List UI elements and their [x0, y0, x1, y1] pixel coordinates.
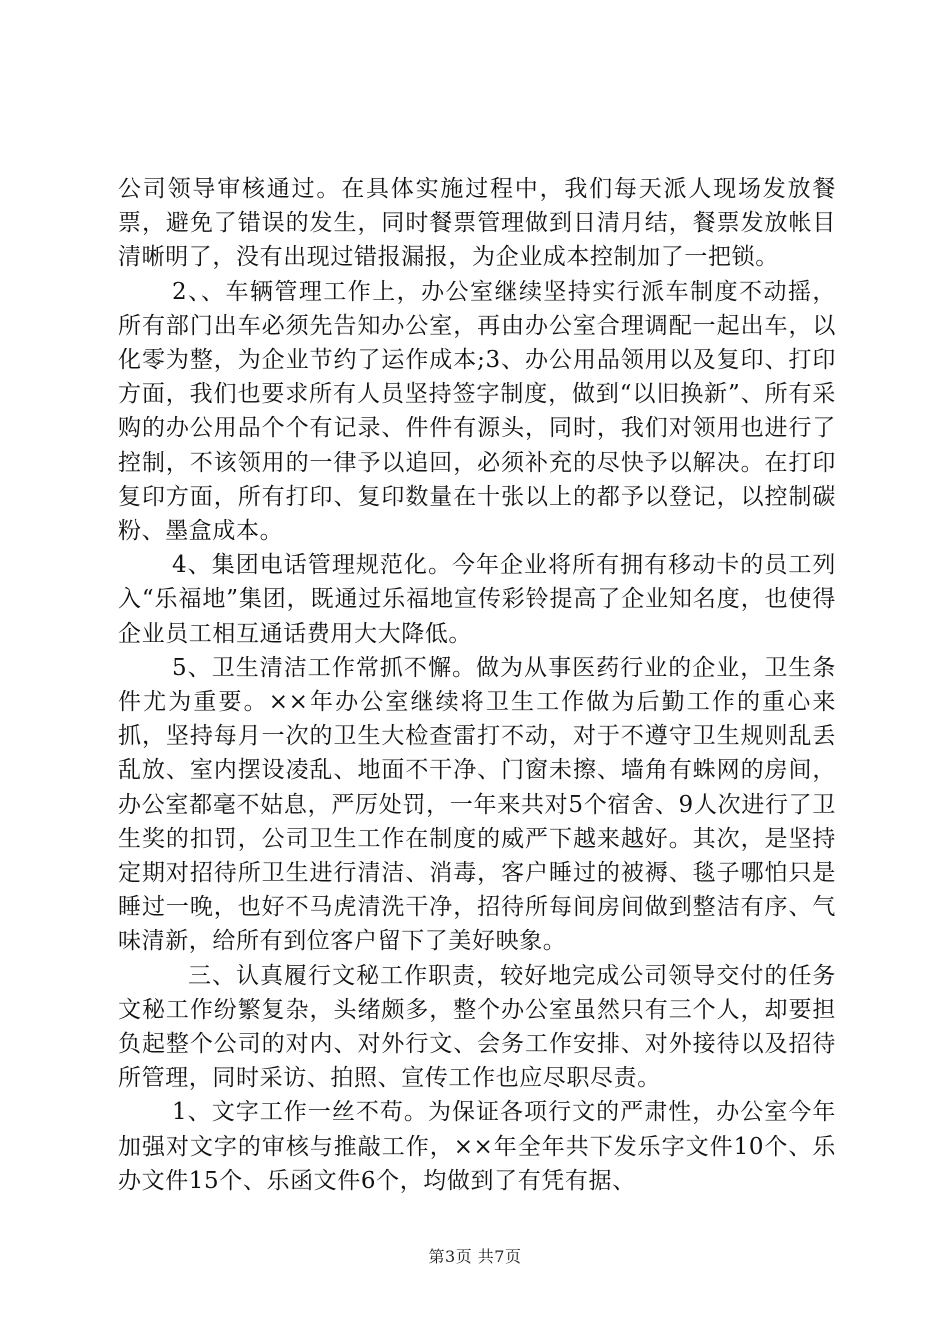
paragraph-meal-tickets: 公司领导审核通过。在具体实施过程中，我们每天派人现场发放餐票，避免了错误的发生，同时餐票管理做到日清月结，餐票发放帐目清晰明了，没有出现过错报漏报，为企业成本控制加了一把锁。 — [118, 176, 836, 271]
paragraph-vehicle-management: 2、、车辆管理工作上，办公室继续坚持实行派车制度不动摇，所有部门出车必须先告知办公室，再由办公室合理调配一起出车，以化零为整，为企业节约了运作成本;3、办公用品领用以及复印、打印方面，我们也要求所有人员坚持签字制度，做到“以旧换新”、所有采购的办公用品个个有记录、件件有源头，同时，我们对领用也进行了控制，不该领用的一律予以追回，必须补充的尽快予以解决。在打印复印方面，所有打印、复印数量在十张以上的都予以登记，以控制碳粉、墨盒成本。 — [118, 278, 836, 545]
paragraph-secretarial-duties: 三、认真履行文秘工作职责，较好地完成公司领导交付的任务文秘工作纷繁复杂，头绪颇多，整个办公室虽然只有三个人，却要担负起整个公司的对内、对外行文、会务工作安排、对外接待以及招待所管理，同时采访、拍照、宣传工作也应尽职尽责。 — [118, 962, 836, 1092]
paragraph-group-phone: 4、集团电话管理规范化。今年企业将所有拥有移动卡的员工列入“乐福地”集团，既通过乐福地宣传彩铃提高了企业知名度，也使得企业员工相互通话费用大大降低。 — [118, 552, 836, 647]
document-body — [118, 172, 836, 1198]
paragraph-document-work: 1、文字工作一丝不苟。为保证各项行文的严肃性，办公室今年加强对文字的审核与推敲工作，××年全年共下发乐字文件10个、乐办文件15个、乐函文件6个，均做到了有凭有据、 — [118, 1099, 836, 1194]
paragraph-sanitation: 5、卫生清洁工作常抓不懈。做为从事医药行业的企业，卫生条件尤为重要。××年办公室继续将卫生工作做为后勤工作的重心来抓，坚持每月一次的卫生大检查雷打不动，对于不遵守卫生规则乱丢乱放、室内摆设凌乱、地面不干净、门窗未擦、墙角有蛛网的房间，办公室都毫不姑息，严厉处罚，一年来共对5个宿舍、9人次进行了卫生奖的扣罚，公司卫生工作在制度的威严下越来越好。其次，是坚持定期对招待所卫生进行清洁、消毒，客户睡过的被褥、毯子哪怕只是睡过一晚，也好不马虎清洗干净，招待所每间房间做到整洁有序、气味清新，给所有到位客户留下了美好映象。 — [118, 654, 836, 955]
page-footer: 第3页 共7页 — [428, 1247, 522, 1266]
